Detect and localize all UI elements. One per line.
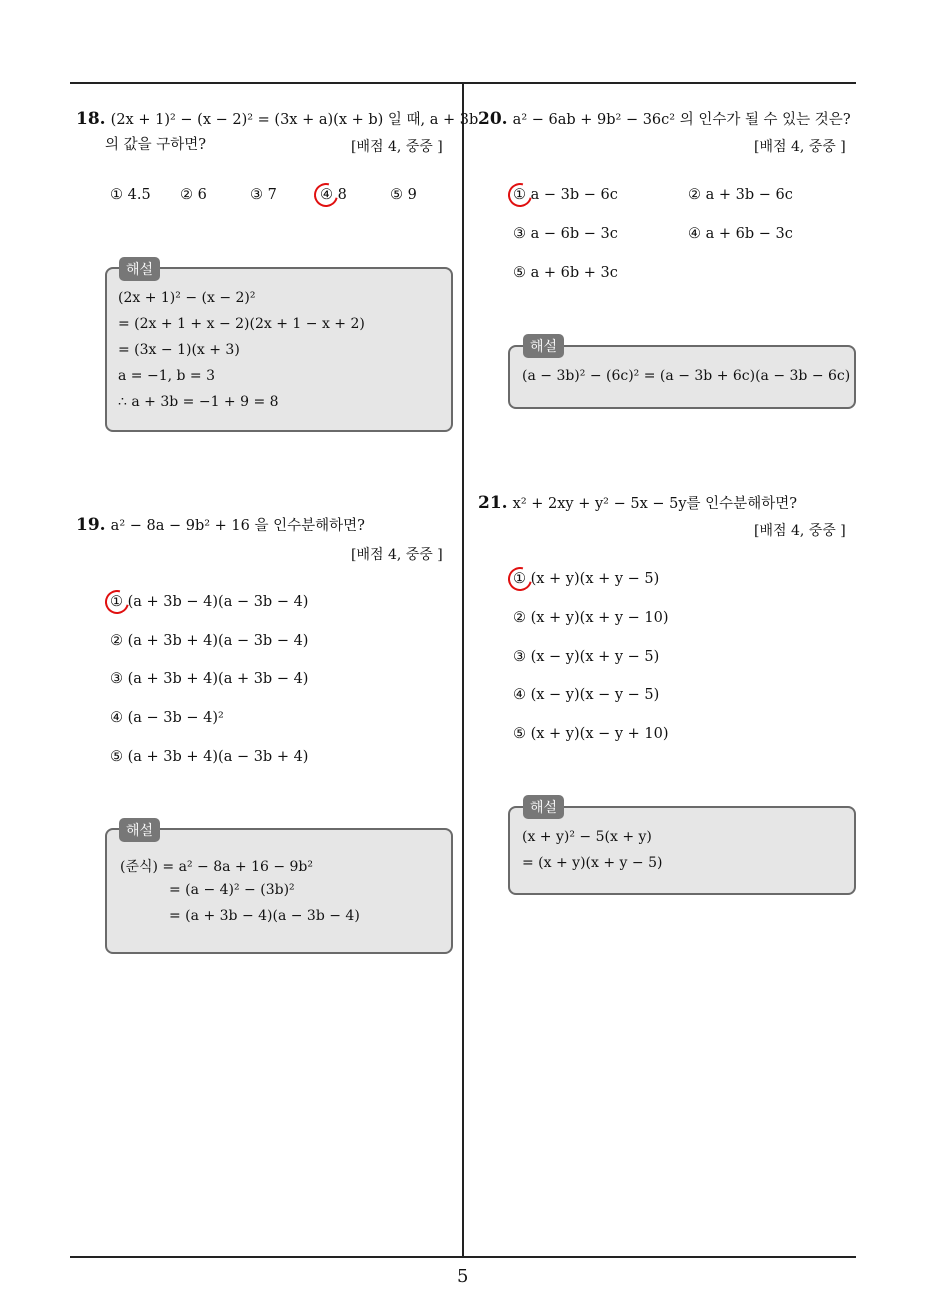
question-21-option-1[interactable]: ① (x + y)(x + y − 5) (513, 571, 660, 587)
solution-tag-18: 해설 (119, 257, 160, 281)
question-21-option-4[interactable]: ④ (x − y)(x − y − 5) (513, 687, 660, 703)
question-21-option-5[interactable]: ⑤ (x + y)(x − y + 10) (513, 726, 669, 742)
question-19-option-1[interactable]: ① (a + 3b − 4)(a − 3b − 4) (110, 594, 309, 610)
question-18-text-2: 의 값을 구하면? (105, 137, 207, 153)
column-divider (462, 82, 464, 1257)
question-18-number: 18. (76, 109, 106, 129)
question-20-option-2[interactable]: ② a + 3b − 6c (688, 187, 793, 203)
solution-21-line-2: = (x + y)(x + y − 5) (522, 855, 663, 871)
question-21-text-1: x² + 2xy + y² − 5x − 5y를 인수분해하면? (512, 496, 797, 512)
question-19-option-4[interactable]: ④ (a − 3b − 4)² (110, 710, 224, 726)
question-20-option-5[interactable]: ⑤ a + 6b + 3c (513, 265, 618, 281)
question-18-option-5[interactable]: ⑤ 9 (390, 187, 417, 203)
question-19-text-1: a² − 8a − 9b² + 16 을 인수분해하면? (110, 518, 365, 534)
solution-19-line-3: = (a + 3b − 4)(a − 3b − 4) (169, 908, 360, 924)
question-20-number: 20. (478, 109, 508, 129)
question-18-option-2[interactable]: ② 6 (180, 187, 207, 203)
question-19-line-1 (76, 514, 365, 537)
question-19-number: 19. (76, 515, 106, 535)
question-19-option-3[interactable]: ③ (a + 3b + 4)(a + 3b − 4) (110, 671, 309, 687)
solution-18-line-3: = (3x − 1)(x + 3) (118, 342, 240, 358)
solution-18-line-4: a = −1, b = 3 (118, 368, 216, 384)
solution-box-21 (508, 806, 856, 895)
question-19-option-5[interactable]: ⑤ (a + 3b + 4)(a − 3b + 4) (110, 749, 309, 765)
question-21-option-2[interactable]: ② (x + y)(x + y − 10) (513, 610, 669, 626)
question-21-option-3[interactable]: ③ (x − y)(x + y − 5) (513, 649, 660, 665)
question-18-text-1: (2x + 1)² − (x − 2)² = (3x + a)(x + b) 일 때, a + 3b (110, 112, 479, 128)
question-20-text-1: a² − 6ab + 9b² − 36c² 의 인수가 될 수 있는 것은? (512, 112, 851, 128)
question-18-option-4[interactable]: ④ 8 (320, 187, 347, 203)
solution-18-line-1: (2x + 1)² − (x − 2)² (118, 290, 256, 306)
solution-20-line-1: (a − 3b)² − (6c)² = (a − 3b + 6c)(a − 3b − 6c) (522, 368, 851, 384)
solution-21-line-1: (x + y)² − 5(x + y) (522, 829, 652, 845)
question-18-option-1[interactable]: ① 4.5 (110, 187, 151, 203)
question-18-line-1 (76, 108, 478, 131)
question-21-line-1 (478, 492, 797, 515)
question-19-meta: [배점 4, 중중 ] (351, 547, 443, 563)
solution-19-line-2: = (a − 4)² − (3b)² (169, 882, 295, 898)
question-18-meta: [배점 4, 중중 ] (351, 139, 443, 155)
solution-18-line-5: ∴ a + 3b = −1 + 9 = 8 (118, 394, 279, 410)
question-21-meta: [배점 4, 중중 ] (754, 523, 846, 539)
solution-tag-20: 해설 (523, 334, 564, 358)
question-20-line-1 (478, 108, 851, 131)
bottom-rule (70, 1256, 856, 1258)
solution-19-line-1: (준식) = a² − 8a + 16 − 9b² (120, 859, 314, 875)
solution-18-line-2: = (2x + 1 + x − 2)(2x + 1 − x + 2) (118, 316, 365, 332)
question-20-option-3[interactable]: ③ a − 6b − 3c (513, 226, 618, 242)
solution-tag-21: 해설 (523, 795, 564, 819)
page-number: 5 (457, 1266, 469, 1287)
answer-mark-icon (310, 179, 343, 212)
solution-tag-19: 해설 (119, 818, 160, 842)
question-20-option-1[interactable]: ① a − 3b − 6c (513, 187, 618, 203)
question-18-option-3[interactable]: ③ 7 (250, 187, 277, 203)
question-21-number: 21. (478, 493, 508, 513)
question-19-option-2[interactable]: ② (a + 3b + 4)(a − 3b − 4) (110, 633, 309, 649)
question-20-option-4[interactable]: ④ a + 6b − 3c (688, 226, 793, 242)
question-20-meta: [배점 4, 중중 ] (754, 139, 846, 155)
